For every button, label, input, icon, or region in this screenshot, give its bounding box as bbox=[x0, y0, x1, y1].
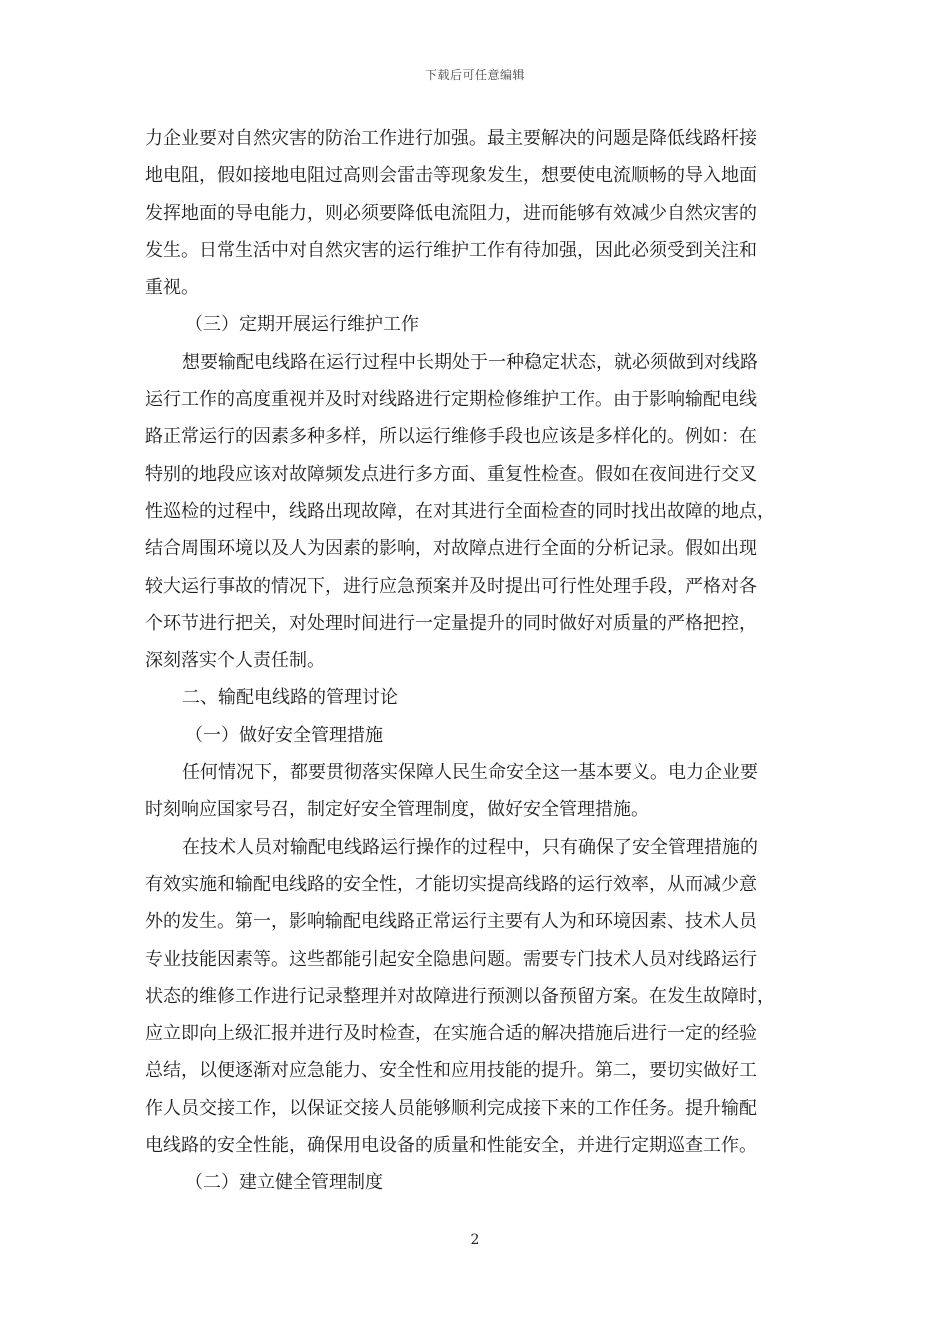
body-text-line: 个环节进行把关，对处理时间进行一定量提升的同时做好对质量的严格把控， bbox=[145, 612, 757, 634]
body-text-line: 力企业要对自然灾害的防治工作进行加强。最主要解决的问题是降低线路杆接 bbox=[145, 128, 757, 149]
section-heading: （三）定期开展运行维护工作 bbox=[185, 314, 419, 336]
body-text-line: 路正常运行的因素多种多样，所以运行维修手段也应该是多样化的。例如：在 bbox=[145, 426, 757, 448]
body-text-line: 状态的维修工作进行记录整理并对故障进行预测以备预留方案。在发生故障时， bbox=[145, 985, 775, 1007]
body-text-line: 外的发生。第一，影响输配电线路正常运行主要有人为和环境因素、技术人员 bbox=[145, 911, 757, 933]
section-heading: （二）建立健全管理制度 bbox=[185, 1172, 383, 1194]
paragraph-start: 任何情况下，都要贯彻落实保障人民生命安全这一基本要义。电力企业要 bbox=[182, 762, 758, 784]
body-text-line: 地电阻，假如接地电阻过高则会雷击等现象发生，想要使电流顺畅的导入地面 bbox=[145, 165, 757, 187]
body-text-line: 有效实施和输配电线路的安全性，才能切实提高线路的运行效率，从而减少意 bbox=[145, 873, 757, 895]
body-text-line: 电线路的安全性能，确保用电设备的质量和性能安全，并进行定期巡查工作。 bbox=[145, 1135, 757, 1157]
paragraph-start: 想要输配电线路在运行过程中长期处于一种稳定状态，就必须做到对线路 bbox=[182, 351, 758, 373]
body-text-line: 较大运行事故的情况下，进行应急预案并及时提出可行性处理手段，严格对各 bbox=[145, 575, 757, 597]
body-text-line: 结合周围环境以及人为因素的影响，对故障点进行全面的分析记录。假如出现 bbox=[145, 538, 757, 560]
body-text-line: 重视。 bbox=[145, 277, 199, 299]
chapter-heading: 二、输配电线路的管理讨论 bbox=[182, 687, 398, 709]
body-text-line: 特别的地段应该对故障频发点进行多方面、重复性检查。假如在夜间进行交叉 bbox=[145, 463, 757, 485]
paragraph-start: 在技术人员对输配电线路运行操作的过程中，只有确保了安全管理措施的 bbox=[182, 836, 758, 858]
body-text-line: 专业技能因素等。这些都能引起安全隐患问题。需要专门技术人员对线路运行 bbox=[145, 948, 757, 970]
body-text-line: 深刻落实个人责任制。 bbox=[145, 650, 325, 672]
page-number: 2 bbox=[470, 1232, 480, 1248]
body-text-line: 时刻响应国家号召，制定好安全管理制度，做好安全管理措施。 bbox=[145, 799, 649, 821]
page-header: 下载后可任意编辑 bbox=[424, 68, 525, 82]
body-text-line: 发挥地面的导电能力，则必须要降低电流阻力，进而能够有效减少自然灾害的 bbox=[145, 202, 757, 224]
body-text-line: 性巡检的过程中，线路出现故障，在对其进行全面检查的同时找出故障的地点， bbox=[145, 500, 775, 522]
body-text-line: 运行工作的高度重视并及时对线路进行定期检修维护工作。由于影响输配电线 bbox=[145, 389, 757, 411]
document-body bbox=[145, 120, 805, 1202]
body-text-line: 总结，以便逐渐对应急能力、安全性和应用技能的提升。第二，要切实做好工 bbox=[145, 1060, 757, 1082]
body-text-line: 作人员交接工作，以保证交接人员能够顺利完成接下来的工作任务。提升输配 bbox=[145, 1097, 757, 1119]
body-text-line: 应立即向上级汇报并进行及时检查，在实施合适的解决措施后进行一定的经验 bbox=[145, 1023, 757, 1045]
body-text-line: 发生。日常生活中对自然灾害的运行维护工作有待加强，因此必须受到关注和 bbox=[145, 239, 757, 261]
section-heading: （一）做好安全管理措施 bbox=[185, 724, 383, 746]
